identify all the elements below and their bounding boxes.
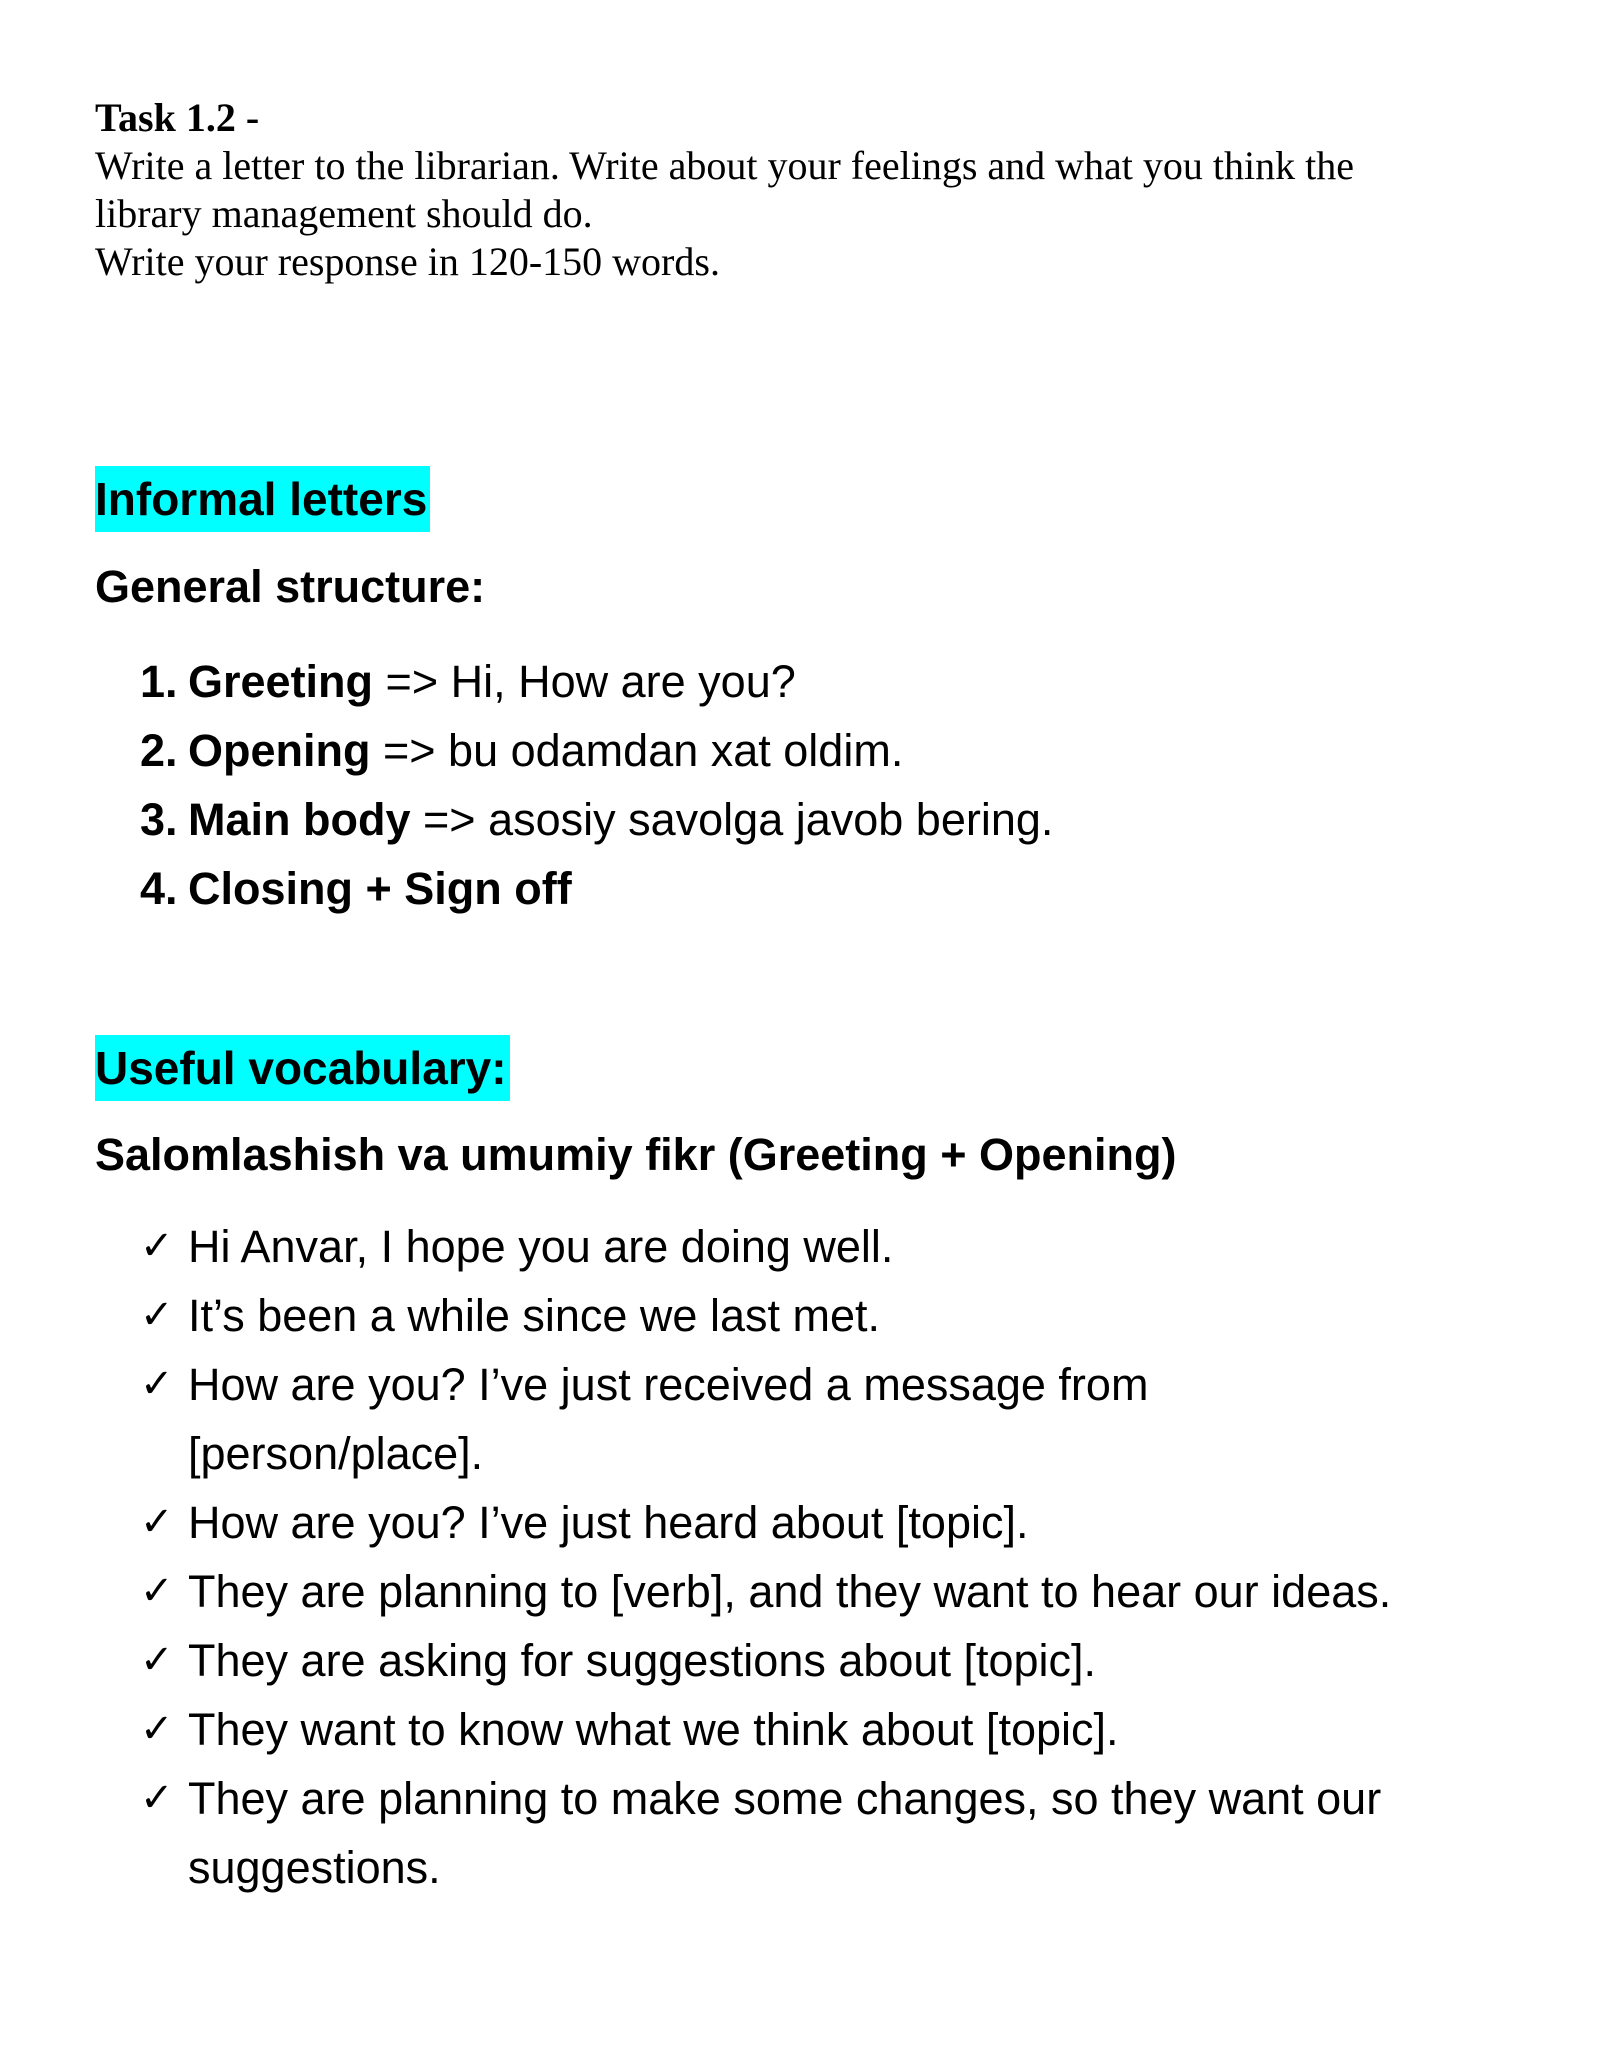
list-term: Main body <box>188 794 411 845</box>
list-item <box>140 1488 1560 1557</box>
list-item <box>140 716 1053 785</box>
greeting-opening-heading: Salomlashish va umumiy fikr (Greeting + Opening) <box>95 1129 1177 1180</box>
list-number: 4. <box>140 863 178 914</box>
task-line: Write your response in 120-150 words. <box>95 239 720 284</box>
checkmark-icon: ✓ <box>140 1499 174 1545</box>
list-number: 1. <box>140 656 178 707</box>
informal-letters-heading-text: Informal letters <box>95 473 428 525</box>
phrase-line: How are you? I’ve just heard about [topic]. <box>188 1497 1029 1548</box>
list-item <box>140 1626 1560 1695</box>
task-line: Write a letter to the librarian. Write about your feelings and what you think the <box>95 143 1354 188</box>
checkmark-icon: ✓ <box>140 1223 174 1269</box>
useful-vocabulary-heading <box>95 1035 510 1101</box>
list-item <box>140 1212 1560 1281</box>
list-number: 2. <box>140 725 178 776</box>
phrase-line: It’s been a while since we last met. <box>188 1290 881 1341</box>
list-item <box>140 1350 1560 1488</box>
checkmark-icon: ✓ <box>140 1292 174 1338</box>
checkmark-icon: ✓ <box>140 1775 174 1821</box>
list-item <box>140 1557 1560 1626</box>
phrase-line: [person/place]. <box>188 1428 484 1479</box>
checkmark-icon: ✓ <box>140 1637 174 1683</box>
phrase-line: How are you? I’ve just received a message from <box>188 1359 1149 1410</box>
vocabulary-list <box>140 1212 1560 1902</box>
phrase-line: suggestions. <box>188 1842 441 1893</box>
list-item <box>140 1281 1560 1350</box>
list-item <box>140 1764 1560 1902</box>
task-title: Task 1.2 - <box>95 95 260 140</box>
list-text: => Hi, How are you? <box>373 656 796 707</box>
phrase-line: They are planning to [verb], and they want to hear our ideas. <box>188 1566 1392 1617</box>
phrase-line: Hi Anvar, I hope you are doing well. <box>188 1221 894 1272</box>
phrase-line: They are planning to make some changes, so they want our <box>188 1773 1382 1824</box>
list-term: Closing + Sign off <box>188 863 572 914</box>
general-structure-heading: General structure: <box>95 561 486 612</box>
list-number: 3. <box>140 794 178 845</box>
checkmark-icon: ✓ <box>140 1706 174 1752</box>
list-item <box>140 647 1053 716</box>
phrase-line: They are asking for suggestions about [topic]. <box>188 1635 1097 1686</box>
list-item <box>140 1695 1560 1764</box>
checkmark-icon: ✓ <box>140 1361 174 1407</box>
list-item <box>140 854 1053 923</box>
checkmark-icon: ✓ <box>140 1568 174 1614</box>
structure-list <box>140 647 1053 923</box>
list-term: Greeting <box>188 656 374 707</box>
useful-vocabulary-heading-text: Useful vocabulary: <box>95 1042 507 1094</box>
list-text: => asosiy savolga javob bering. <box>410 794 1054 845</box>
task-prompt <box>95 94 1495 286</box>
informal-letters-heading <box>95 466 430 532</box>
phrase-line: They want to know what we think about [topic]. <box>188 1704 1119 1755</box>
list-text: => bu odamdan xat oldim. <box>370 725 904 776</box>
list-item <box>140 785 1053 854</box>
task-line: library management should do. <box>95 191 593 236</box>
list-term: Opening <box>188 725 371 776</box>
